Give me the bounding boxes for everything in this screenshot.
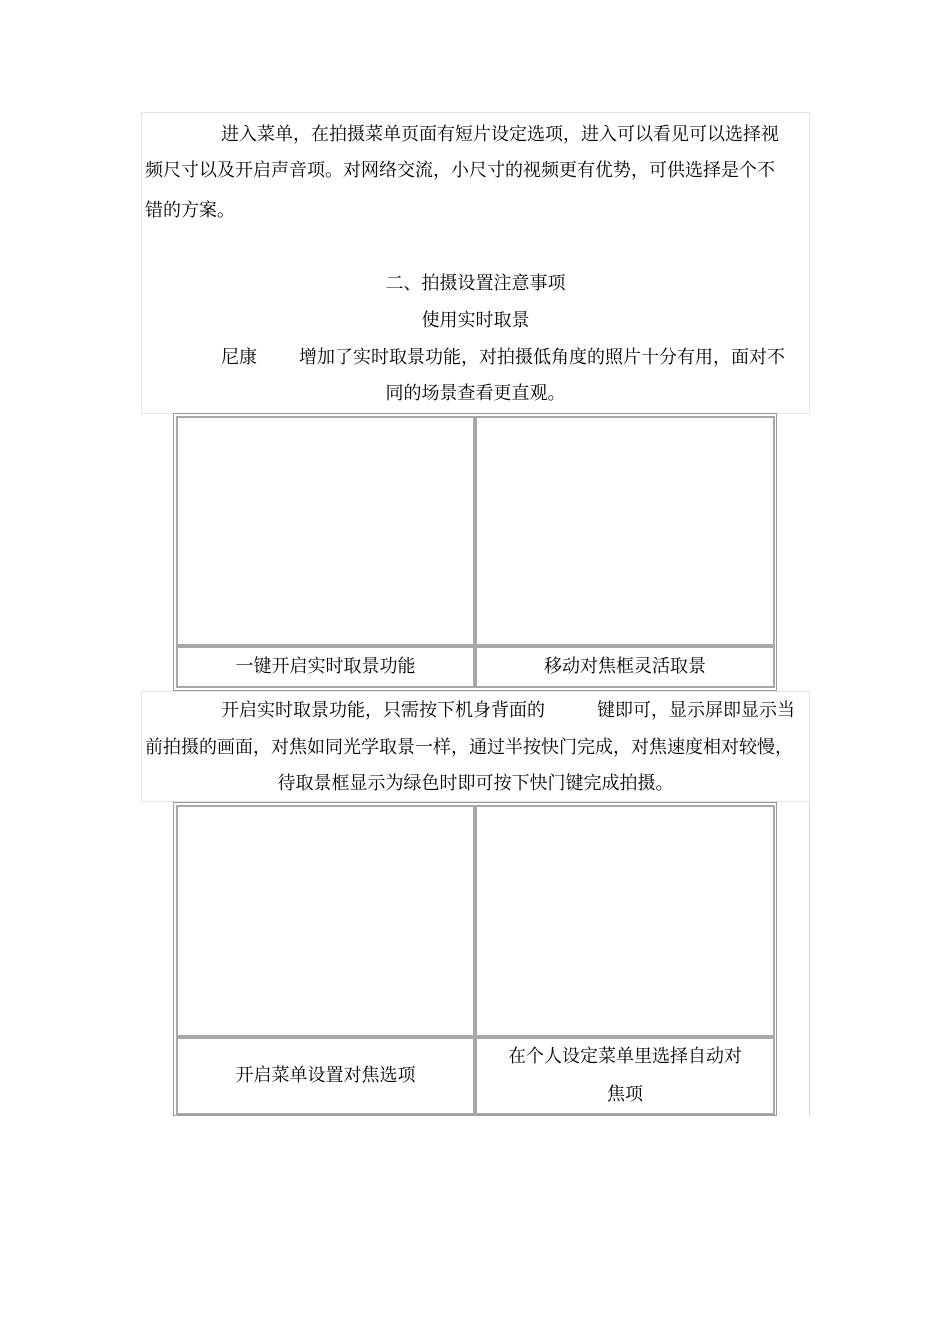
caption-cell	[176, 1037, 475, 1115]
caption-cell	[176, 646, 475, 688]
paragraph-line: 进入菜单，在拍摄菜单页面有短片设定选项，进入可以看见可以选择视	[221, 124, 779, 145]
photo-caption: 一键开启实时取景功能	[235, 656, 416, 677]
photo-table-1	[173, 413, 777, 691]
photo-caption: 开启菜单设置对焦选项	[235, 1065, 416, 1086]
photo-placeholder	[176, 416, 475, 646]
text-block-intro	[141, 112, 810, 414]
text-block-liveview	[141, 691, 810, 802]
photo-caption: 焦项	[607, 1084, 643, 1105]
paragraph-line: 开启实时取景功能，只需按下机身背面的	[221, 700, 545, 721]
paragraph-line: 键即可，显示屏即显示当	[597, 700, 795, 721]
section-heading: 二、拍摄设置注意事项	[385, 273, 566, 294]
photo-caption: 在个人设定菜单里选择自动对	[508, 1046, 742, 1067]
divider-line	[809, 802, 810, 1116]
caption-cell	[475, 646, 775, 688]
photo-placeholder	[475, 805, 775, 1037]
photo-caption: 移动对焦框灵活取景	[544, 656, 706, 677]
paragraph-line: 增加了实时取景功能，对拍摄低角度的照片十分有用，面对不	[299, 347, 785, 368]
paragraph-line: 待取景框显示为绿色时即可按下快门键完成拍摄。	[277, 773, 674, 794]
photo-placeholder	[475, 416, 775, 646]
caption-cell	[475, 1037, 775, 1115]
section-subheading: 使用实时取景	[421, 310, 530, 331]
photo-placeholder	[176, 805, 475, 1037]
paragraph-line: 同的场景查看更直观。	[385, 383, 566, 404]
paragraph-line: 前拍摄的画面，对焦如同光学取景一样，通过半按快门完成，对焦速度相对较慢，	[145, 737, 793, 758]
paragraph-line: 频尺寸以及开启声音项。对网络交流，小尺寸的视频更有优势，可供选择是个不	[145, 160, 775, 181]
paragraph-line: 尼康	[221, 347, 257, 368]
photo-table-2	[173, 802, 777, 1116]
paragraph-line: 错的方案。	[145, 200, 235, 221]
